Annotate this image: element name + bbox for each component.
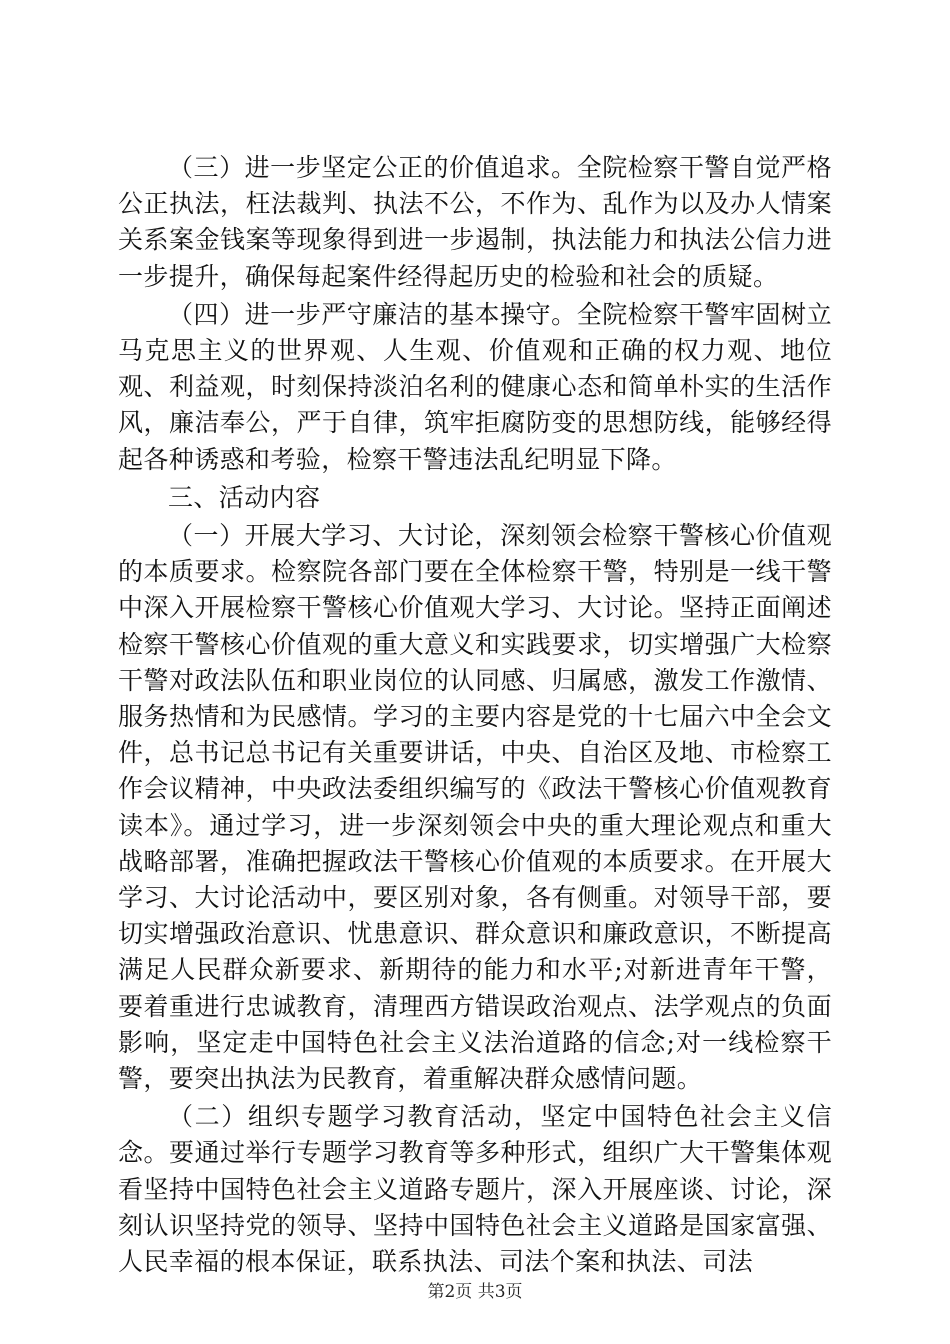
page-number-footer: 第2页 共3页 bbox=[427, 1282, 523, 1302]
document-body bbox=[118, 150, 832, 1282]
section-heading-activity-content: 三、活动内容 bbox=[168, 482, 321, 512]
paragraph-activity-one: （一）开展大学习、大讨论，深刻领会检察干警核心价值观的本质要求。检察院各部门要在全体检察干警，特别是一线干警中深入开展检察干警核心价值观大学习、大讨论。坚持正面阐述检察干警核心价值观的重大意义和实践要求，切实增强广大检察干警对政法队伍和职业岗位的认同感、归属感，激发工作激情、服务热情和为民感情。学习的主要内容是党的十七届六中全会文件，总书记总书记有关重要讲话，中央、自治区及地、市检察工作会议精神，中央政法委组织编写的《政法干警核心价值观教育读本》。通过学习，进一步深刻领会中央的重大理论观点和重大战略部署，准确把握政法干警核心价值观的本质要求。在开展大学习、大讨论活动中，要区别对象，各有侧重。对领导干部，要切实增强政治意识、忧患意识、群众意识和廉政意识，不断提高满足人民群众新要求、新期待的能力和水平;对新进青年干警，要着重进行忠诚教育，清理西方错误政治观点、法学观点的负面影响，坚定走中国特色社会主义法治道路的信念;对一线检察干警，要突出执法为民教育，着重解决群众感情问题。 bbox=[118, 521, 832, 1094]
paragraph-activity-two: （二）组织专题学习教育活动，坚定中国特色社会主义信念。要通过举行专题学习教育等多种形式，组织广大干警集体观看坚持中国特色社会主义道路专题片，深入开展座谈、讨论，深刻认识坚持党的领导、坚持中国特色社会主义道路是国家富强、人民幸福的根本保证，联系执法、司法个案和执法、司法 bbox=[118, 1102, 832, 1277]
paragraph-section-three: （三）进一步坚定公正的价值追求。全院检察干警自觉严格公正执法，枉法裁判、执法不公，不作为、乱作为以及办人情案关系案金钱案等现象得到进一步遏制，执法能力和执法公信力进一步提升，确保每起案件经得起历史的检验和社会的质疑。 bbox=[118, 153, 832, 291]
paragraph-section-four: （四）进一步严守廉洁的基本操守。全院检察干警牢固树立马克思主义的世界观、人生观、价值观和正确的权力观、地位观、利益观，时刻保持淡泊名利的健康心态和简单朴实的生活作风，廉洁奉公，严于自律，筑牢拒腐防变的思想防线，能够经得起各种诱惑和考验，检察干警违法乱纪明显下降。 bbox=[118, 299, 832, 474]
